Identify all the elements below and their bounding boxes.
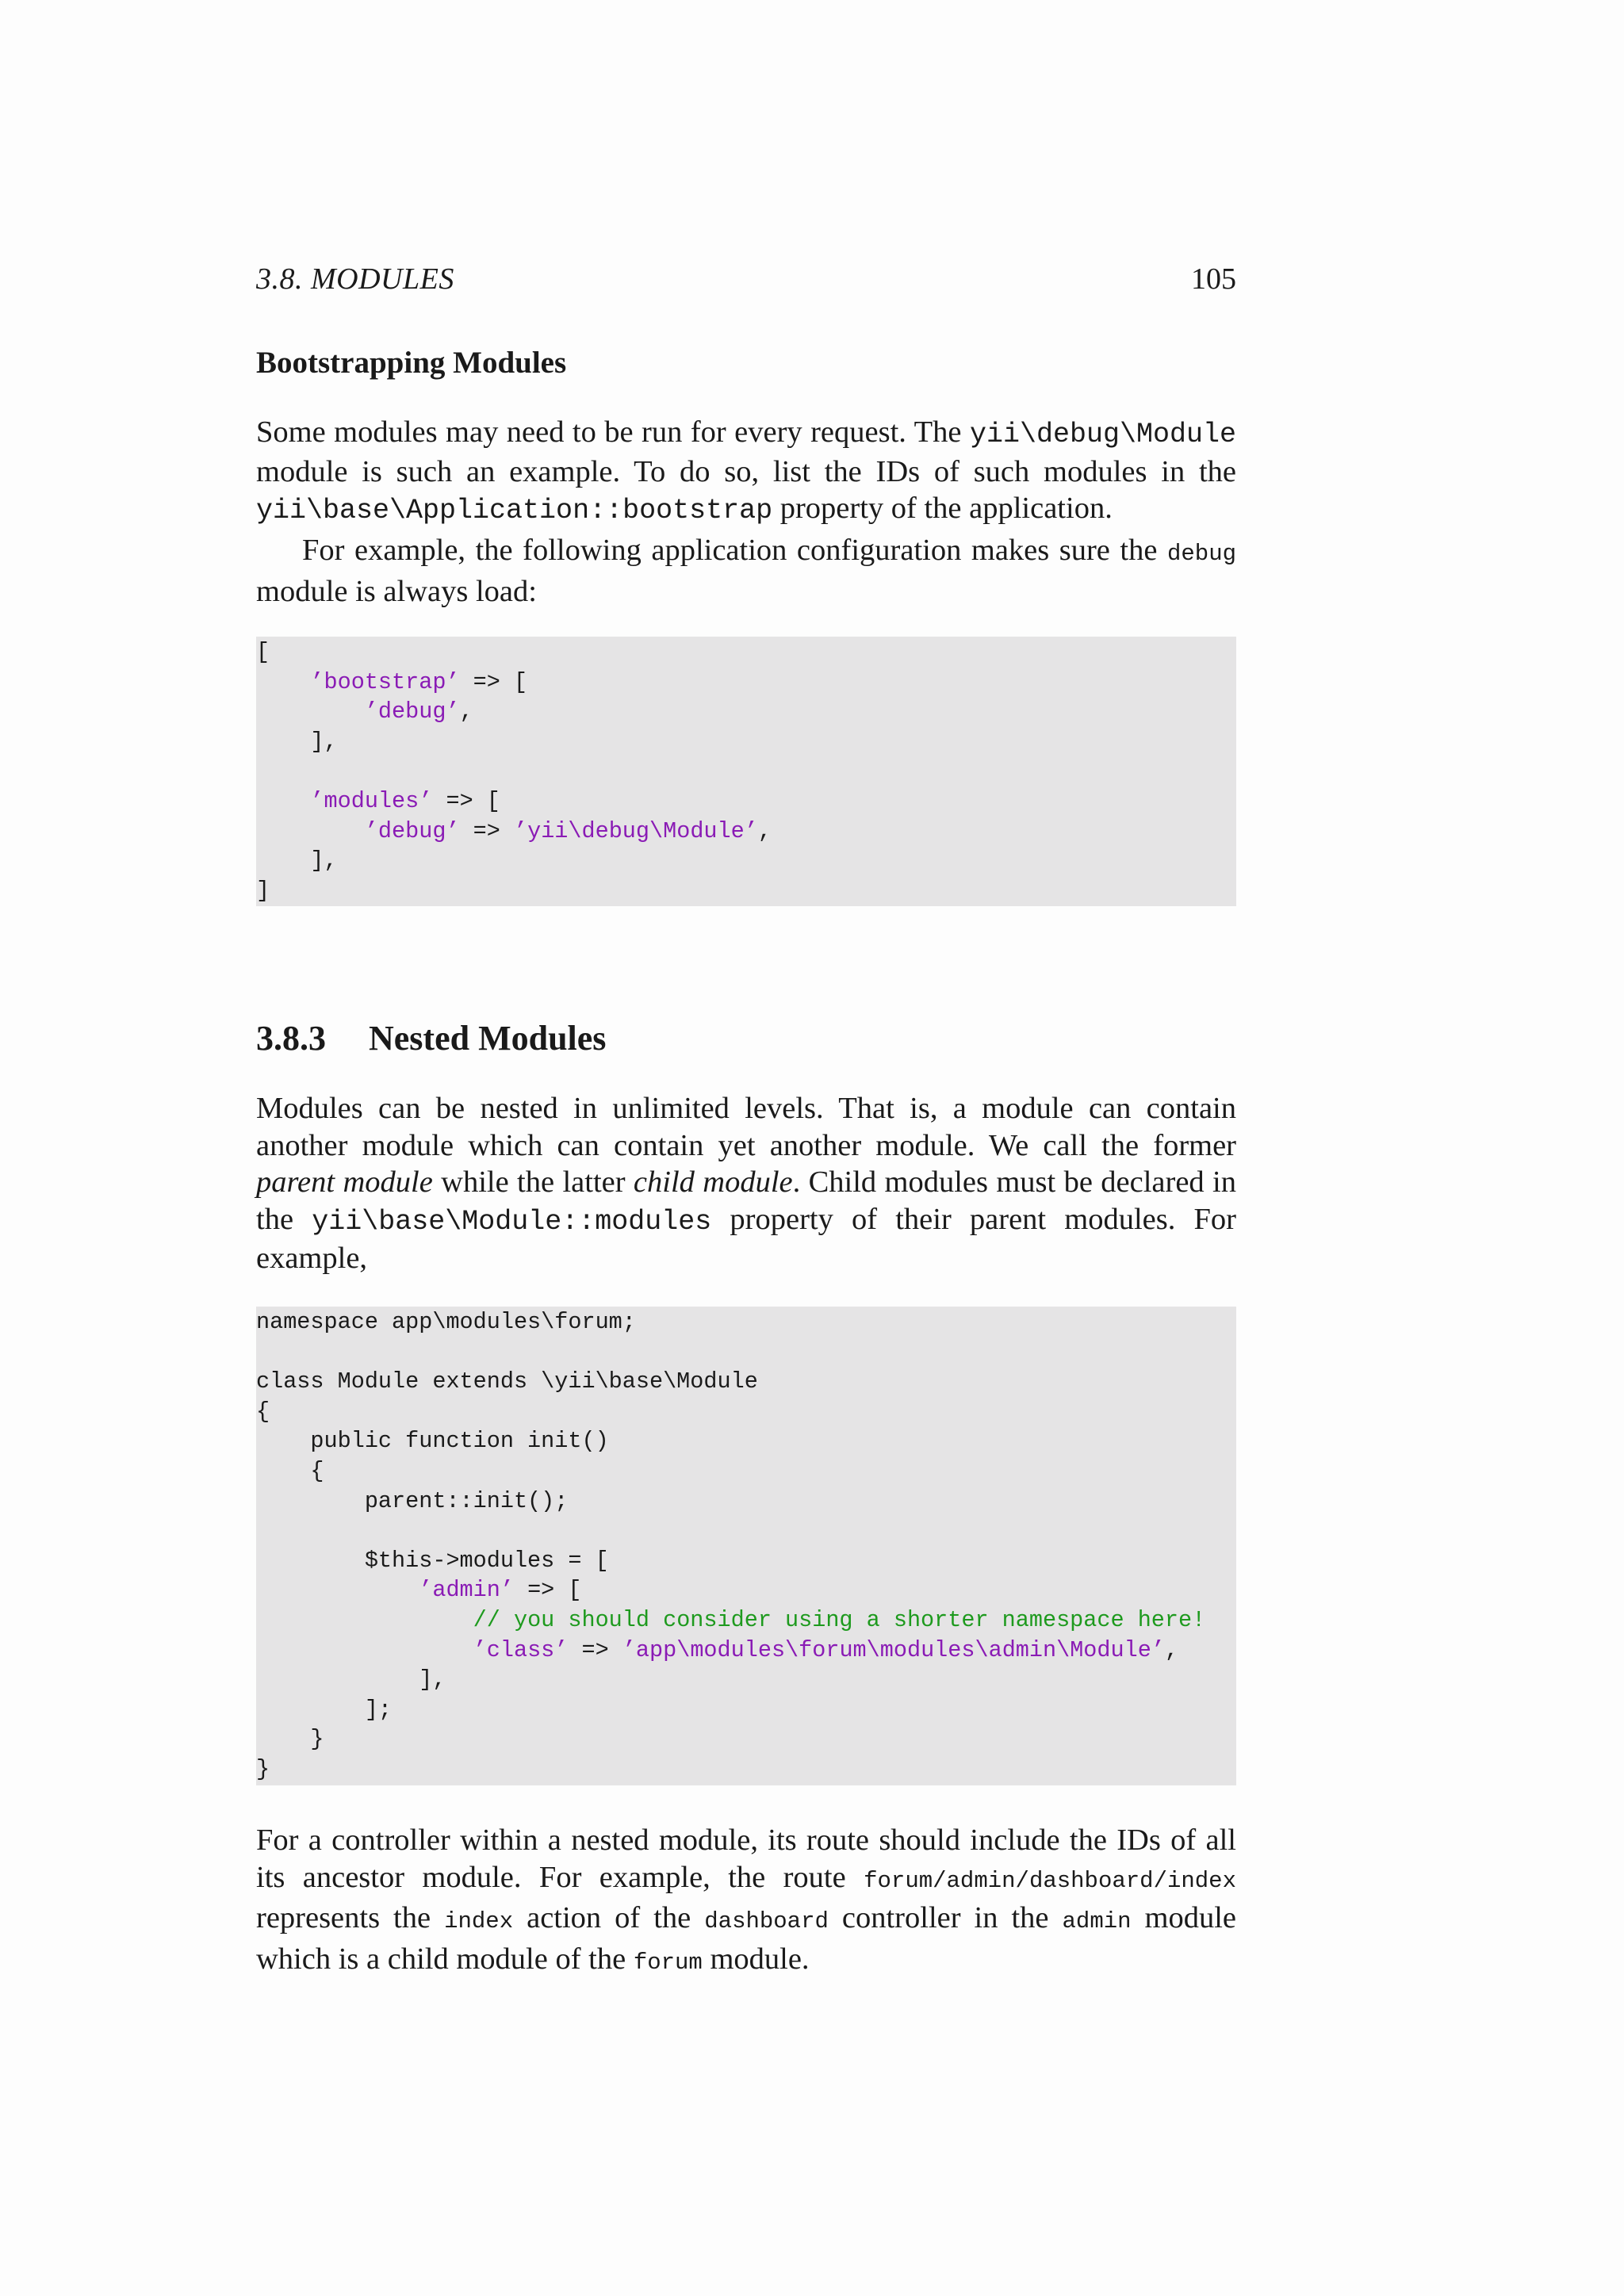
text-run: property of their parent modules. For example, bbox=[256, 1202, 1236, 1275]
code-block-nested-module bbox=[256, 1307, 1236, 1785]
code-line: ]; bbox=[256, 1696, 393, 1723]
page-number: 105 bbox=[1191, 262, 1236, 296]
code-line: parent::init(); bbox=[256, 1487, 569, 1514]
text-run: . Child modules must be declared in the bbox=[256, 1165, 1236, 1236]
inline-code: debug bbox=[1166, 541, 1236, 567]
code-line: ’class’ => ’app\modules\forum\modules\admin\Module’, bbox=[473, 1636, 1179, 1663]
code-line: ] bbox=[256, 877, 270, 904]
code-line bbox=[256, 1605, 1236, 1636]
inline-code: yii\base\Application::bootstrap bbox=[256, 495, 773, 526]
text-run: module is always load: bbox=[256, 574, 537, 608]
paragraph-nested-intro bbox=[256, 1090, 1236, 1277]
code-line: $this->modules = [ bbox=[256, 1547, 609, 1574]
code-line: ], bbox=[256, 1667, 446, 1693]
inline-code: forum/admin/dashboard/index bbox=[864, 1867, 1236, 1894]
string-literal: ’debug’ bbox=[364, 817, 460, 844]
section-number: 3.8.3 bbox=[256, 1019, 326, 1058]
code-line: ’debug’, bbox=[364, 698, 473, 725]
chapter-title: 3.8. MODULES bbox=[256, 262, 454, 296]
text-run: while the latter bbox=[432, 1165, 634, 1199]
code-line bbox=[256, 1516, 1236, 1546]
code-line: ’bootstrap’ => [ bbox=[310, 668, 528, 695]
paragraph-bootstrapping-intro bbox=[256, 414, 1236, 530]
text-run: For a controller within a nested module, its route should include the IDs of all its ancestor module. For example, the route bbox=[256, 1823, 1236, 1894]
inline-code: index bbox=[444, 1908, 514, 1934]
subsection-heading-bootstrapping: Bootstrapping Modules bbox=[256, 346, 567, 380]
code-block-bootstrap-config bbox=[256, 637, 1236, 906]
code-line: namespace app\modules\forum; bbox=[256, 1309, 636, 1335]
code-line: ’modules’ => [ bbox=[310, 787, 500, 814]
string-literal: ’debug’ bbox=[364, 698, 460, 725]
text-run: controller in the bbox=[828, 1901, 1063, 1934]
code-line: { bbox=[256, 1398, 270, 1425]
inline-code: yii\debug\Module bbox=[969, 419, 1236, 450]
code-line: ’debug’ => ’yii\debug\Module’, bbox=[364, 817, 772, 844]
string-literal: ’bootstrap’ bbox=[310, 668, 460, 695]
text-run: For example, the following application configuration makes sure the bbox=[302, 534, 1167, 567]
code-line: class Module extends \yii\base\Module bbox=[256, 1368, 758, 1395]
code-line: public function init() bbox=[256, 1428, 609, 1455]
inline-code: dashboard bbox=[704, 1908, 829, 1934]
code-comment: // you should consider using a shorter namespace here! bbox=[473, 1606, 1206, 1633]
text-run: action of the bbox=[513, 1901, 705, 1934]
code-line: } bbox=[256, 1726, 324, 1753]
emphasis: child module bbox=[633, 1165, 793, 1199]
inline-code: admin bbox=[1062, 1908, 1132, 1934]
inline-code: yii\base\Module::modules bbox=[312, 1205, 712, 1238]
emphasis: parent module bbox=[256, 1165, 433, 1199]
text-run: Modules can be nested in unlimited levels. That is, a module can contain another module which can contain yet another module. We call the former bbox=[256, 1092, 1236, 1162]
string-literal: ’admin’ bbox=[419, 1577, 514, 1604]
text-run: Some modules may need to be run for every request. The bbox=[256, 415, 970, 449]
inline-code: forum bbox=[633, 1949, 703, 1976]
paragraph-bootstrapping-example bbox=[256, 532, 1236, 610]
string-literal: ’modules’ bbox=[310, 787, 433, 814]
code-line: ], bbox=[256, 728, 338, 755]
paragraph-nested-route bbox=[256, 1822, 1236, 1981]
code-line: } bbox=[256, 1755, 270, 1782]
section-title: Nested Modules bbox=[369, 1019, 607, 1058]
string-literal: ’class’ bbox=[473, 1636, 569, 1663]
text-run: represents the bbox=[256, 1901, 445, 1934]
code-line bbox=[256, 1337, 1236, 1368]
running-header bbox=[256, 258, 1236, 300]
text-run: module is such an example. To do so, list the IDs of such modules in the bbox=[256, 454, 1236, 488]
code-line: { bbox=[256, 1457, 324, 1484]
code-line: [ bbox=[256, 639, 270, 665]
string-literal: ’app\modules\forum\modules\admin\Module’ bbox=[622, 1636, 1165, 1663]
text-run: module which is a child module of the bbox=[256, 1901, 1237, 1976]
text-run: module. bbox=[702, 1942, 810, 1976]
section-heading-nested-modules bbox=[256, 1016, 1236, 1061]
code-line bbox=[256, 756, 1236, 786]
code-line: ], bbox=[256, 848, 338, 874]
code-line: ’admin’ => [ bbox=[419, 1577, 582, 1604]
text-run: property of the application. bbox=[772, 492, 1113, 525]
string-literal: ’yii\debug\Module’ bbox=[513, 817, 758, 844]
